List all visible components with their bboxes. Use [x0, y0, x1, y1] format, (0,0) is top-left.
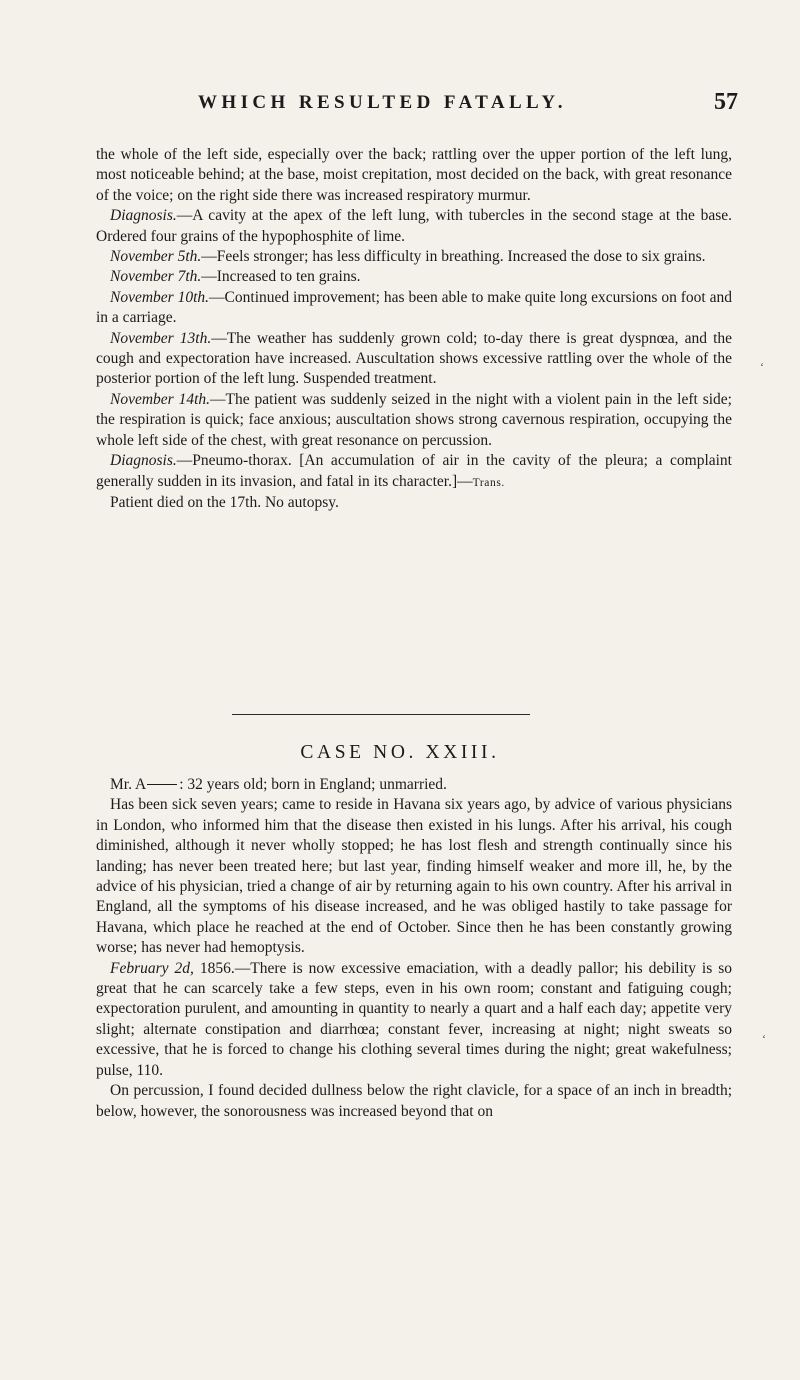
- running-title: WHICH RESULTED FATALLY.: [198, 92, 567, 113]
- paragraph-feb-2: February 2d, 1856.—There is now excessive emaciation, with a deadly pallor; his debility is so great that he can scarcely take a few steps, even in his own room; constant and fatiguing cough; expectoration purulent, and amounting in quantity to nearly a quart and a half each day; appetite very slight; alternate constipation and diarrhœa; constant fever, increasing at night; night sweats so excessive, that he is forced to change his clothing several times during the night; great wakefulness; pulse, 110.: [96, 959, 732, 1079]
- margin-mark: ‘: [760, 360, 764, 374]
- paragraph-auscultation: the whole of the left side, especially over the back; rattling over the upper portion of the left lung, most noticeable behind; at the base, moist crepitation, most decided on the back, with great resonance of the voice; on the right side there was increased respiratory murmur.: [96, 146, 732, 204]
- diagnosis-label: Diagnosis.: [110, 207, 177, 225]
- translator-note: Trans.: [472, 476, 505, 489]
- margin-mark: ‘: [762, 1032, 766, 1046]
- diagnosis-label: Diagnosis.: [110, 452, 177, 470]
- paragraph-history: Has been sick seven years; came to reside in Havana six years ago, by advice of various physicians in London, who informed him that the disease then existed in his lungs. After his arrival, his cough diminished, although it never wholly stopped; he has lost flesh and strength continually since his landing; has never been treated here; but last year, finding himself weaker and more ill, he, by the advice of his physician, tried a change of air by returning again to his own country. After his arrival in England, all the symptoms of his disease increased, and he was obliged hastily to take passage for Havana, which place he reached at the end of October. Since then he has been constantly growing worse; has never had hemoptysis.: [96, 796, 732, 957]
- date-label: February 2d,: [110, 959, 194, 977]
- case-continuation-text: [96, 145, 732, 513]
- date-label: November 13th.: [110, 329, 212, 347]
- case-heading: CASE NO. XXIII.: [300, 742, 500, 763]
- name-dash: [147, 784, 177, 785]
- date-label: November 7th.: [110, 268, 202, 286]
- date-label: November 5th.: [110, 248, 202, 266]
- date-label: November 10th.: [110, 288, 210, 306]
- running-head: [198, 89, 738, 122]
- page-number: 57: [714, 89, 738, 115]
- paragraph-percussion: On percussion, I found decided dullness below the right clavicle, for a space of an inch in breadth; below, however, the sonorousness was increased beyond that on: [96, 1082, 732, 1120]
- paragraph-nov-5: November 5th.—Feels stronger; has less difficulty in breathing. Increased the dose to six grains.: [110, 248, 706, 266]
- paragraph-diagnosis-2: Diagnosis.—Pneumo-thorax. [An accumulation of air in the cavity of the pleura; a complaint generally sudden in its invasion, and fatal in its character.]—Trans.: [96, 452, 732, 490]
- paragraph-diagnosis-1: Diagnosis.—A cavity at the apex of the left lung, with tubercles in the second stage at the base. Ordered four grains of the hypophosphite of lime.: [96, 207, 732, 245]
- paragraph-nov-10: November 10th.—Continued improvement; has been able to make quite long excursions on foot and in a carriage.: [96, 288, 732, 327]
- paragraph-nov-13: November 13th.—The weather has suddenly grown cold; to-day there is great dyspnœa, and the cough and expectoration have increased. Auscultation shows excessive rattling over the whole of the posterior portion of the left lung. Suspended treatment.: [96, 329, 733, 388]
- paragraph-patient-intro: Mr. A : 32 years old; born in England; unmarried.: [110, 776, 447, 793]
- paragraph-death: Patient died on the 17th. No autopsy.: [110, 493, 339, 511]
- case-xxiii-text: [96, 775, 732, 1122]
- paragraph-nov-7: November 7th.—Increased to ten grains.: [110, 268, 361, 286]
- date-label: November 14th.: [110, 390, 211, 408]
- paragraph-nov-14: November 14th.—The patient was suddenly seized in the night with a violent pain in the left side; the respiration is quick; face anxious; auscultation shows strong cavernous respiration, occupying the whole left side of the chest, with great resonance on percussion.: [96, 390, 732, 449]
- section-divider: [232, 714, 530, 715]
